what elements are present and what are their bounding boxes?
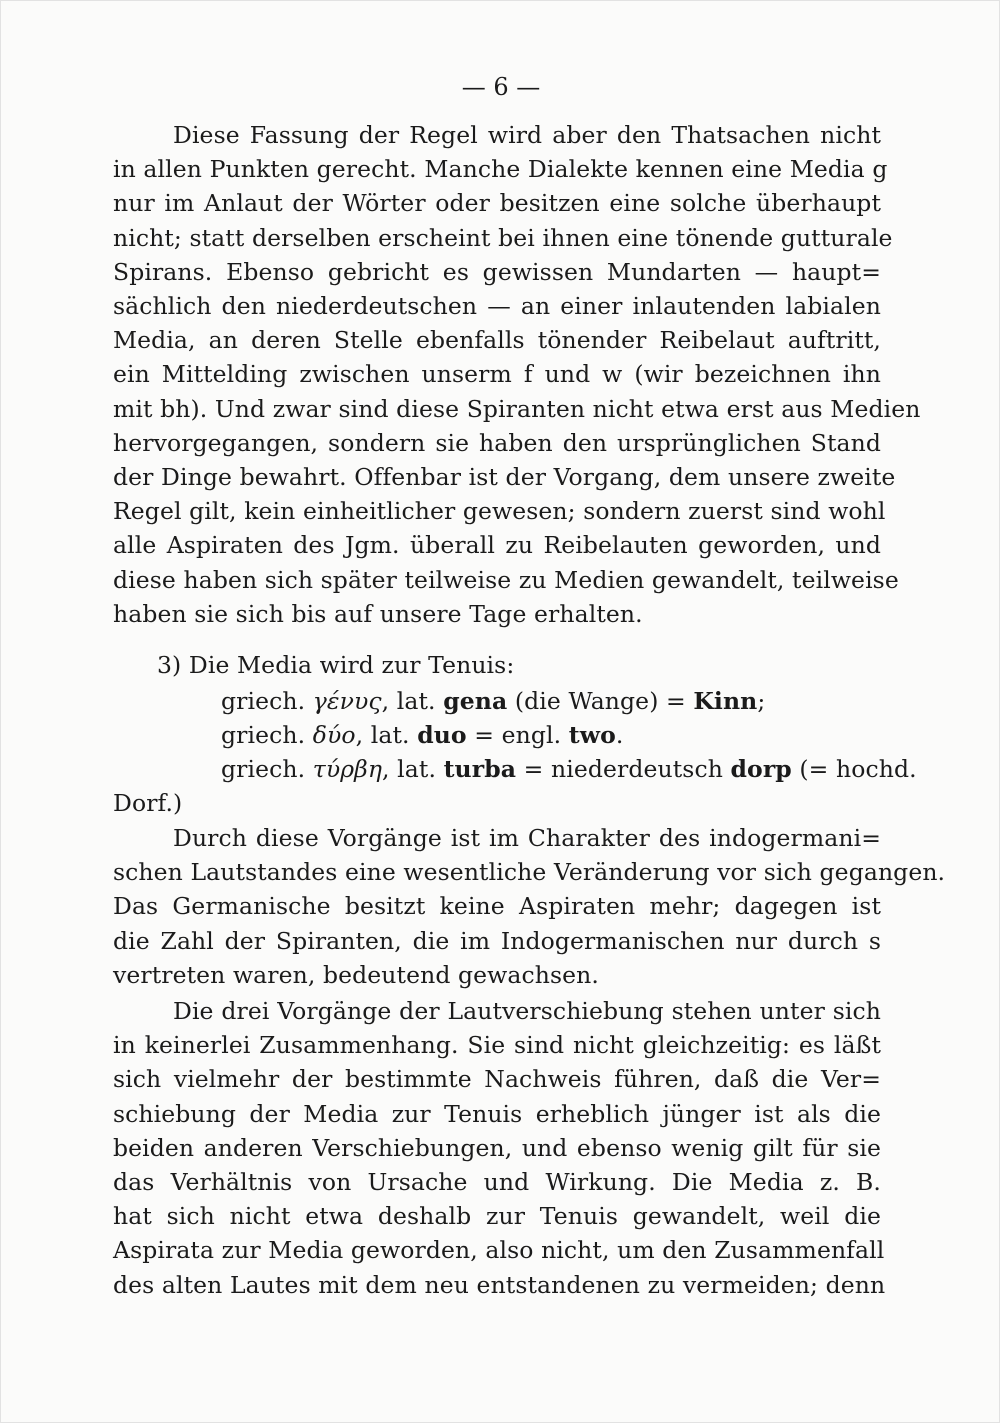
latin-word: turba [443,755,517,783]
page-number: — 6 — [461,73,541,101]
latin-word: duo [417,721,467,749]
text-line: sich vielmehr der bestimmte Nachweis führen, daß die Ver= [113,1065,881,1094]
example-line [113,684,881,718]
example-rest: = engl. [466,721,569,749]
target-word: Kinn [693,687,758,715]
latin-word: gena [443,687,508,715]
example-rest: (die Wange) = [507,687,694,715]
text-line: haben sie sich bis auf unsere Tage erhalten. [113,599,643,628]
text-line: hat sich nicht etwa deshalb zur Tenuis gewandelt, weil die [113,1202,881,1231]
text-line: Das Germanische besitzt keine Aspiraten mehr; dagegen ist [113,892,881,921]
text-line: Media, an deren Stelle ebenfalls tönender Reibelaut auftritt, [113,326,881,355]
example-mid: , lat. [381,687,444,715]
greek-word: γένυς [312,687,382,715]
text-line: des alten Lautes mit dem neu entstandenen zu vermeiden; denn [113,1270,886,1299]
greek-word: δύο [312,721,356,749]
text-line: Durch diese Vorgänge ist im Charakter des indogermani= [173,824,881,852]
example-prefix: griech. [221,721,313,749]
text-line: mit bh). Und zwar sind diese Spiranten nicht etwa erst aus Medien [113,394,921,423]
example-line [113,718,881,752]
example-continuation: Dorf.) [113,789,183,817]
example-end: . [615,721,624,749]
text-line: nur im Anlaut der Wörter oder besitzen eine solche überhaupt [113,189,881,218]
greek-word: τύρβη [312,755,383,783]
example-line [113,752,917,786]
text-line: die Zahl der Spiranten, die im Indogermanischen nur durch s [113,926,881,955]
example-end: ; [757,687,766,715]
text-line: Spirans. Ebenso gebricht es gewissen Mundarten — haupt= [113,257,881,286]
text-line: Diese Fassung der Regel wird aber den Thatsachen nicht [173,121,881,149]
text-line: der Dinge bewahrt. Offenbar ist der Vorgang, dem unsere zweite [113,463,896,491]
text-line: Aspirata zur Media geworden, also nicht, um den Zusammenfall [113,1236,885,1265]
example-prefix: griech. [221,687,313,715]
text-line: Die drei Vorgänge der Lautverschiebung stehen unter sich [173,997,881,1025]
text-line: nicht; statt derselben erscheint bei ihnen eine tönende gutturale [113,223,893,252]
text-line: ein Mittelding zwischen unserm f und w (wir bezeichnen ihn [113,360,881,389]
example-mid: , lat. [355,721,418,749]
text-line: Regel gilt, kein einheitlicher gewesen; sondern zuerst sind wohl [113,497,886,526]
example-prefix: griech. [221,755,313,783]
text-line: alle Aspiraten des Jgm. überall zu Reibelauten geworden, und [113,531,881,560]
target-word: two [568,721,616,749]
text-line: beiden anderen Verschiebungen, und ebenso wenig gilt für sie [113,1133,881,1162]
text-line: in keinerlei Zusammenhang. Sie sind nicht gleichzeitig: es läßt [113,1031,881,1060]
rule-heading: 3) Die Media wird zur Tenuis: [157,651,515,679]
text-line: diese haben sich später teilweise zu Medien gewandelt, teilweise [113,565,899,594]
text-line: in allen Punkten gerecht. Manche Dialekte kennen eine Media g [113,155,888,184]
text-line: hervorgegangen, sondern sie haben den ursprünglichen Stand [113,428,881,457]
text-line: vertreten waren, bedeutend gewachsen. [113,960,599,989]
example-end: (= hochd. [791,755,917,783]
text-line: das Verhältnis von Ursache und Wirkung. Die Media z. B. [113,1168,881,1196]
target-word: dorp [730,755,792,783]
example-rest: = niederdeutsch [516,755,731,783]
text-line: schen Lautstandes eine wesentliche Veränderung vor sich gegangen. [113,858,946,887]
example-mid: , lat. [382,755,444,783]
text-line: schiebung der Media zur Tenuis erheblich jünger ist als die [113,1099,881,1128]
text-line: sächlich den niederdeutschen — an einer inlautenden labialen [113,292,881,320]
